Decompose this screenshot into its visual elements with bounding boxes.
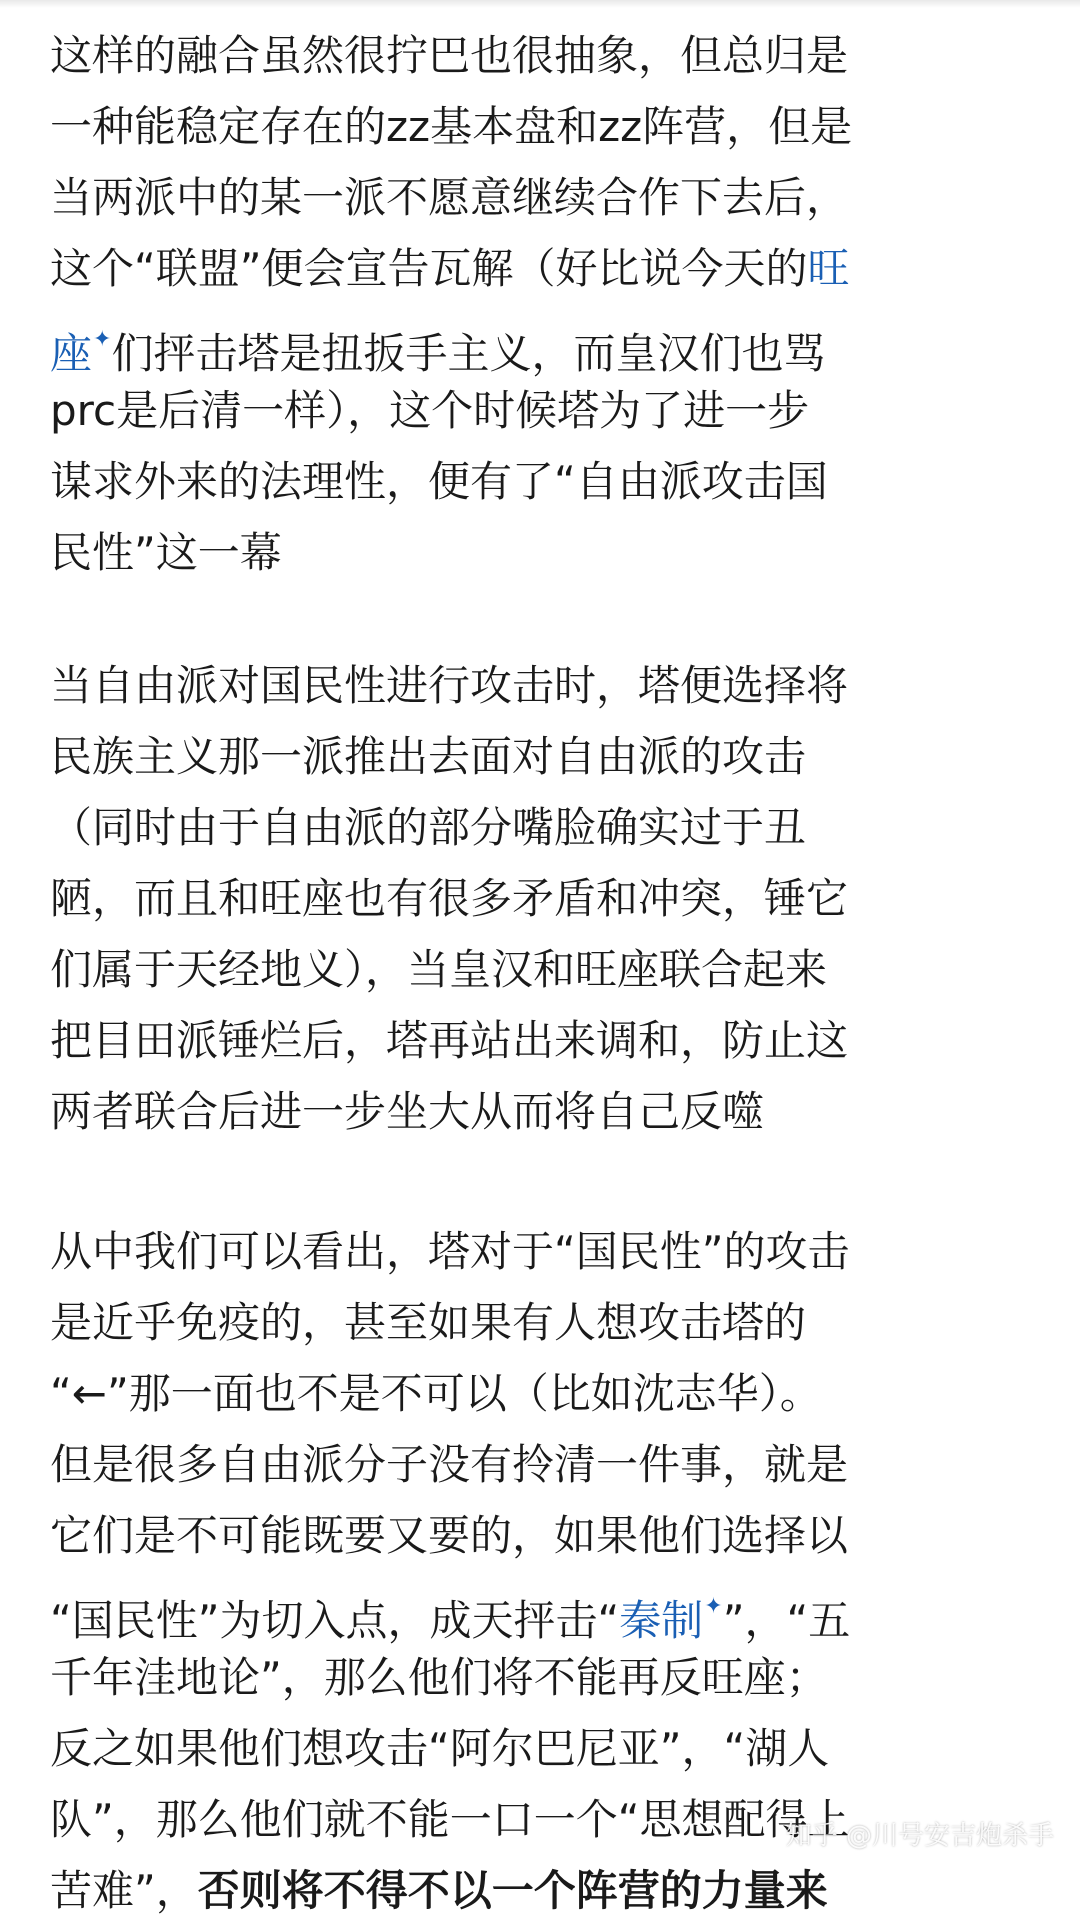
keyword-link-wangzuo-cont[interactable]: 座 (50, 329, 93, 378)
text-line: 谋求外来的法理性，便有了“自由派攻击国 (50, 457, 828, 506)
paragraph-3 (50, 1216, 850, 1926)
text-segment: ”，“五 (722, 1596, 851, 1645)
text-line: 它们是不可能既要又要的，如果他们选择以 (50, 1511, 849, 1560)
paragraph-1 (50, 20, 852, 588)
text-line: 把目田派锤烂后，塔再站出来调和，防止这 (50, 1016, 849, 1065)
text-line: 一种能稳定存在的zz基本盘和zz阵营，但是 (50, 102, 853, 151)
keyword-link-qinzhi[interactable]: 秦制 (619, 1596, 704, 1645)
text-line: 反之如果他们想攻击“阿尔巴尼亚”，“湖人 (50, 1724, 830, 1773)
text-line (50, 1855, 850, 1926)
bold-text: 否则将不得不以一个阵营的力量来 (197, 1866, 828, 1915)
text-line: 民族主义那一派推出去面对自由派的攻击 (50, 732, 807, 781)
text-line (50, 1571, 851, 1645)
text-line: 民性”这一幕 (50, 528, 282, 577)
text-line: prc是后清一样），这个时候塔为了进一步 (50, 386, 810, 435)
text-line: “←”那一面也不是不可以（比如沈志华）。 (50, 1369, 822, 1418)
text-line (50, 304, 852, 378)
paragraph-2 (50, 650, 848, 1147)
text-line: 从中我们可以看出，塔对于“国民性”的攻击 (50, 1227, 850, 1276)
text-line: 队”，那么他们就不能一口一个“思想配得上 (50, 1795, 850, 1844)
text-line: 但是很多自由派分子没有拎清一件事，就是 (50, 1440, 849, 1489)
text-line: 千年洼地论”，那么他们将不能再反旺座； (50, 1653, 828, 1702)
sparkle-icon[interactable]: ✦ (93, 327, 112, 352)
text-line: 两者联合后进一步坐大从而将自己反噬 (50, 1087, 765, 1136)
sparkle-icon[interactable]: ✦ (704, 1594, 723, 1619)
text-line: （同时由于自由派的部分嘴脸确实过于丑 (50, 803, 807, 852)
text-segment: 们抨击塔是扭扳手主义，而皇汉们也骂 (111, 329, 826, 378)
zhihu-watermark: 知乎 @川号安吉炮杀手 (785, 1821, 1054, 1851)
text-line: 陋，而且和旺座也有很多矛盾和冲突，锤它 (50, 874, 849, 923)
text-line: 是近乎免疫的，甚至如果有人想攻击塔的 (50, 1298, 807, 1347)
text-segment: 这个“联盟”便会宣告瓦解（好比说今天的 (50, 244, 808, 293)
top-edge-shadow (0, 0, 1080, 8)
text-line: 当自由派对国民性进行攻击时，塔便选择将 (50, 661, 849, 710)
text-line: 这样的融合虽然很拧巴也很抽象，但总归是 (50, 31, 849, 80)
text-segment: 苦难”， (50, 1866, 198, 1915)
keyword-link-wangzuo[interactable]: 旺 (807, 244, 850, 293)
text-segment: “国民性”为切入点，成天抨击“ (50, 1596, 620, 1645)
text-line: 当两派中的某一派不愿意继续合作下去后， (50, 173, 849, 222)
text-line (50, 233, 852, 304)
text-line: 们属于天经地义），当皇汉和旺座联合起来 (50, 945, 828, 994)
